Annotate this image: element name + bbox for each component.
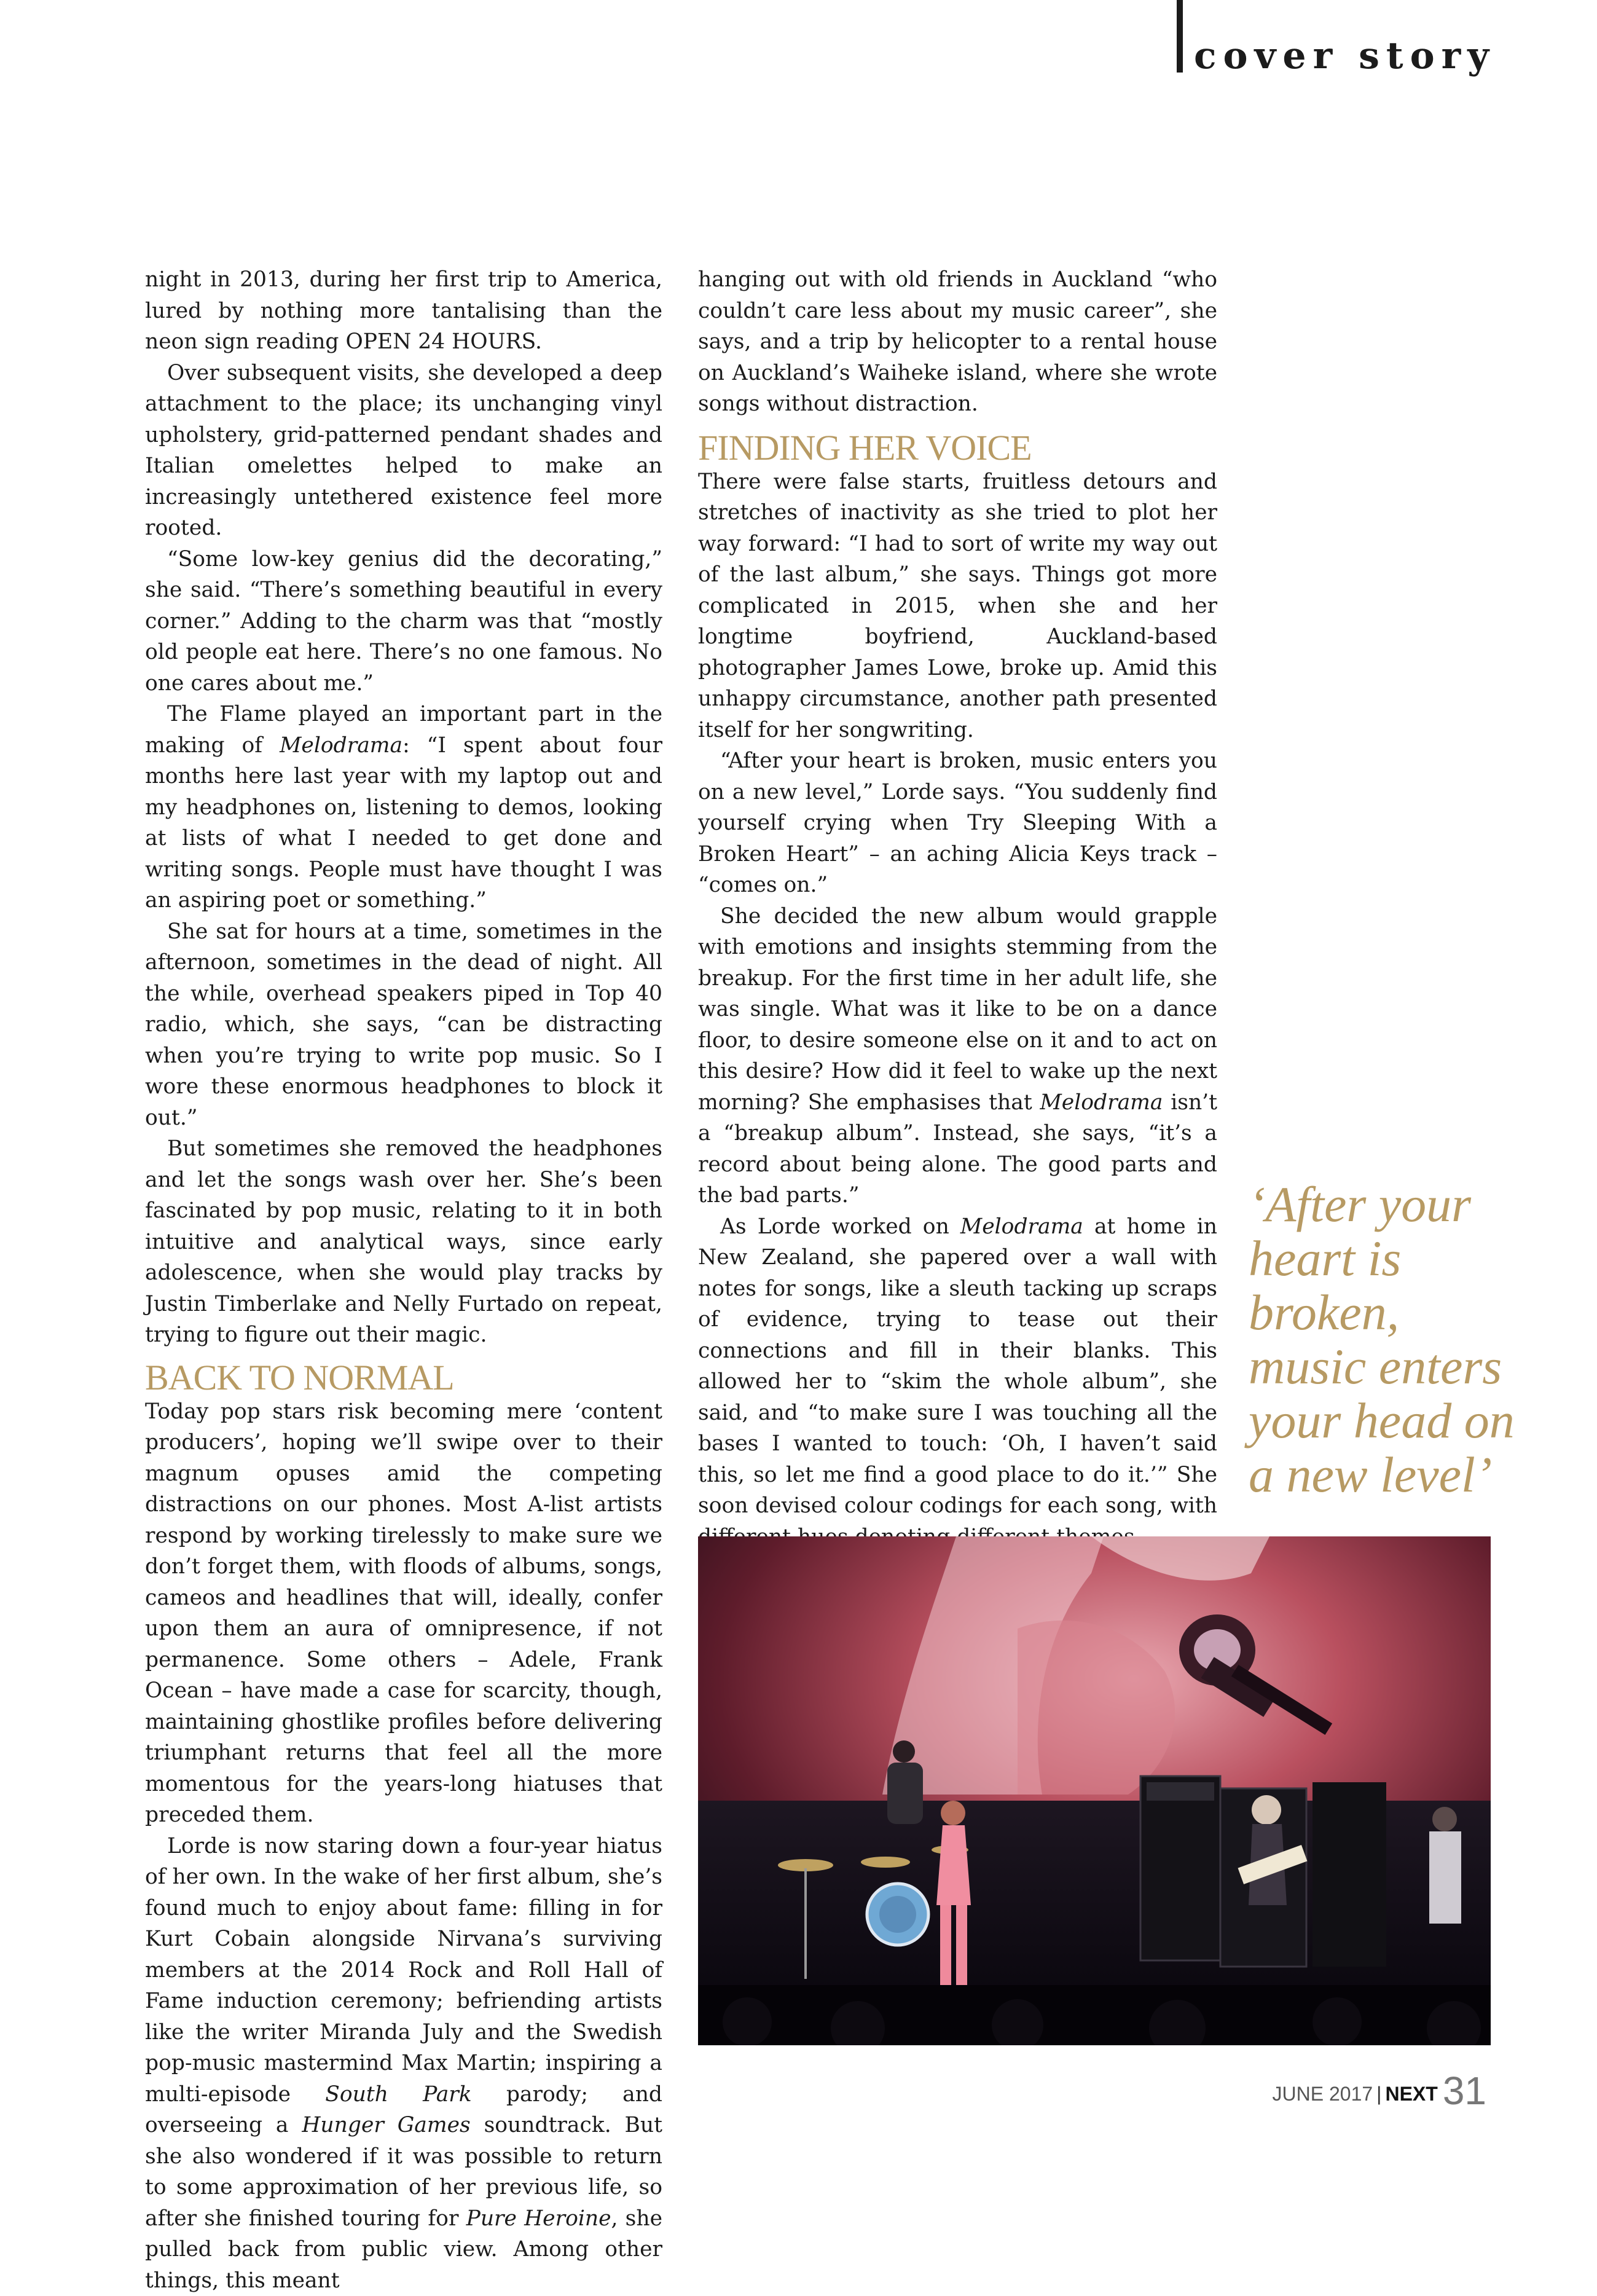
paragraph-text: : “I spent about four months here last year with my laptop out and my headphones on, listening to demos, looking at lists of what I needed to get done and writing songs. People must have thought I was an aspiring poet or something.” — [145, 733, 662, 913]
article-paragraph — [698, 901, 1217, 1211]
article-paragraph — [698, 1211, 1217, 1553]
article-column-middle — [698, 264, 1217, 1647]
italic-title: Pure Heroine — [466, 2206, 611, 2231]
italic-title: Melodrama — [960, 1214, 1083, 1239]
article-paragraph — [145, 544, 662, 699]
page-number: 31 — [1443, 2069, 1486, 2113]
concert-photo — [698, 1536, 1491, 2045]
paragraph-text: , she pulled back from public view. Among other things, this meant — [145, 2206, 662, 2293]
paragraph-text: Over subsequent visits, she developed a deep attachment to the place; its unchanging vinyl upholstery, grid-patterned pendant shades and Italian omelettes helped to make an increasingly untethered existence feel more rooted. — [145, 361, 662, 541]
article-paragraph — [145, 358, 662, 544]
paragraph-text: There were false starts, fruitless detours and stretches of inactivity as she tried to plot her way forward: “I had to sort of write my way out of the last album,” she says. Things got more complicated in 2015, when she and her longtime boyfriend, Auckland-based photographer James Lowe, broke up. Amid this unhappy circumstance, another path presented itself for her songwriting. — [698, 470, 1217, 742]
paragraph-text: isn’t a “breakup album”. Instead, she says, “it’s a record about being alone. The good parts and the bad parts.” — [698, 1090, 1217, 1208]
italic-title: South Park — [325, 2082, 472, 2107]
paragraph-text: parody; and overseeing a — [145, 2082, 662, 2138]
paragraph-text: Lorde is now staring down a four-year hiatus of her own. In the wake of her first album, she’s found much to enjoy about fame: filling in for Kurt Cobain alongside Nirvana’s surviving members at the 2014 Rock and Roll Hall of Fame induction ceremony; befriending artists like the writer Miranda July and the Swedish pop-music mastermind Max Martin; inspiring a multi-episode — [145, 1834, 662, 2107]
section-heading: BACK TO NORMAL — [145, 1359, 662, 1396]
article-column-left — [145, 264, 662, 2296]
paragraph-text: But sometimes she removed the headphones and let the songs wash over her. She’s been fascinated by pop music, relating to it in both intuitive and analytical ways, since early adolescence, when she would play tracks by Justin Timberlake and Nelly Furtado on repeat, trying to figure out their magic. — [145, 1136, 662, 1347]
paragraph-text: “Some low-key genius did the decorating,” she said. “There’s something beautiful in every corner.” Adding to the charm was that “mostly old people eat here. There’s no one famous. No one cares about me.” — [145, 547, 662, 696]
paragraph-text: Today pop stars risk becoming mere ‘content producers’, hoping we’ll swipe over to their magnum opuses amid the competing distractions on our phones. Most A-list artists respond by working tirelessly to make sure we don’t forget them, with floods of albums, songs, cameos and headlines that will, ideally, confer upon them an aura of omnipresence, if not permanence. Some others – Adele, Frank Ocean – have made a case for scarcity, though, maintaining ghostlike profiles before delivering triumphant returns that feel all the more momentous for the years-long hiatuses that preceded them. — [145, 1399, 662, 1828]
article-paragraph — [698, 264, 1217, 420]
paragraph-text: The Flame played an important part in the making of — [145, 702, 662, 758]
paragraph-text: She decided the new album would grapple with emotions and insights stemming from the breakup. For the first time in her adult life, she was single. What was it like to be on a dance floor, to desire someone else on it and to act on this desire? How did it feel to wake up the next morning? She emphasises that — [698, 904, 1217, 1115]
paragraph-text: She sat for hours at a time, sometimes in the afternoon, sometimes in the dead of night. All the while, overhead speakers piped in Top 40 radio, which, she says, “can be distracting when you’re trying to write pop music. So I wore these enormous headphones to block it out.” — [145, 919, 662, 1130]
article-paragraph — [145, 699, 662, 916]
folio-issue: JUNE 2017 — [1273, 2083, 1373, 2105]
article-paragraph — [145, 1133, 662, 1351]
folio-separator: | — [1376, 2083, 1381, 2105]
italic-title: Hunger Games — [302, 2113, 470, 2137]
folio-magazine: NEXT — [1385, 2083, 1437, 2105]
article-paragraph — [145, 264, 662, 358]
section-label: cover story — [1194, 34, 1496, 77]
section-heading: FINDING HER VOICE — [698, 430, 1217, 466]
article-paragraph — [698, 745, 1217, 901]
paragraph-text: soundtrack. But she also wondered if it was possible to return to some approximation of her previous life, so after she finished touring for — [145, 2113, 662, 2231]
article-paragraph — [145, 1396, 662, 1831]
paragraph-text: hanging out with old friends in Auckland “who couldn’t care less about my music career”, she says, and a trip by helicopter to a rental house on Auckland’s Waiheke island, where she wrote songs without distraction. — [698, 267, 1217, 416]
pull-quote: ‘After your heart is broken, music enters your head on a new level’ — [1249, 1177, 1519, 1502]
italic-title: Melodrama — [1040, 1090, 1163, 1115]
paragraph-text: “After your heart is broken, music enters you on a new level,” Lorde says. “You suddenly find yourself crying when Try Sleeping With a Broken Heart” – an aching Alicia Keys track – “comes on.” — [698, 749, 1217, 897]
paragraph-text: night in 2013, during her first trip to America, lured by nothing more tantalising than the neon sign reading OPEN 24 HOURS. — [145, 267, 662, 354]
italic-title: Melodrama — [280, 733, 402, 758]
article-paragraph — [698, 466, 1217, 746]
paragraph-text: As Lorde worked on — [720, 1214, 960, 1239]
section-tag-bar — [1177, 0, 1183, 73]
folio — [1273, 2068, 1486, 2113]
article-paragraph — [145, 916, 662, 1134]
paragraph-text: at home in New Zealand, she papered over a wall with notes for songs, like a sleuth tacking up scraps of evidence, trying to tease out their connections and fill in their blanks. This allowed her to “skim the whole album”, she said, and “to make sure I was touching all the bases I wanted to touch: ‘Oh, I haven’t said this, so let me find a good place to do it.’” She soon devised colour codings for each song, with — [698, 1214, 1217, 1549]
section-tag — [1177, 0, 1576, 86]
article-paragraph — [145, 1831, 662, 2296]
